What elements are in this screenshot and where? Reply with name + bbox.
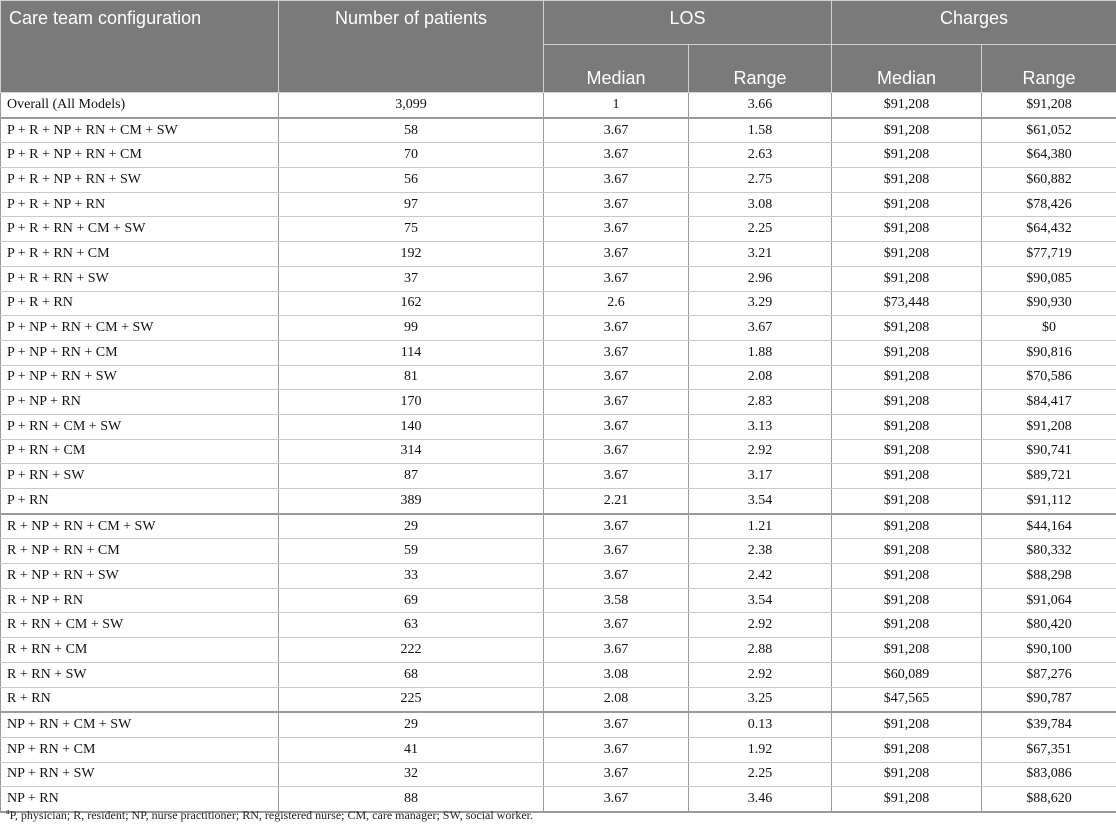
cell-config: P + NP + RN + CM (1, 340, 279, 365)
cell-charges-range: $78,426 (982, 192, 1116, 217)
cell-los-range: 1.92 (689, 737, 832, 762)
cell-patients: 3,099 (279, 93, 544, 118)
cell-los-median: 3.67 (544, 613, 689, 638)
cell-charges-median: $91,208 (832, 316, 982, 341)
cell-config: P + R + NP + RN (1, 192, 279, 217)
cell-charges-median: $91,208 (832, 242, 982, 267)
cell-config: NP + RN + CM (1, 737, 279, 762)
cell-charges-range: $90,741 (982, 439, 1116, 464)
cell-patients: 37 (279, 266, 544, 291)
cell-patients: 87 (279, 464, 544, 489)
cell-charges-median: $91,208 (832, 168, 982, 193)
cell-charges-range: $91,064 (982, 588, 1116, 613)
cell-charges-median: $91,208 (832, 787, 982, 812)
cell-los-median: 3.67 (544, 192, 689, 217)
cell-charges-median: $91,208 (832, 340, 982, 365)
cell-los-median: 3.67 (544, 414, 689, 439)
cell-charges-range: $90,100 (982, 638, 1116, 663)
cell-patients: 58 (279, 118, 544, 143)
cell-charges-range: $44,164 (982, 514, 1116, 539)
cell-patients: 29 (279, 712, 544, 737)
cell-charges-range: $80,332 (982, 539, 1116, 564)
cell-los-median: 3.67 (544, 464, 689, 489)
cell-los-median: 3.67 (544, 514, 689, 539)
footnote-marker: a (6, 807, 10, 816)
cell-los-range: 2.63 (689, 143, 832, 168)
cell-los-median: 1 (544, 93, 689, 118)
cell-patients: 97 (279, 192, 544, 217)
cell-config: R + NP + RN + SW (1, 564, 279, 589)
cell-patients: 29 (279, 514, 544, 539)
cell-patients: 114 (279, 340, 544, 365)
cell-los-range: 1.88 (689, 340, 832, 365)
header-charges-median: Median (832, 45, 982, 93)
cell-los-median: 3.67 (544, 737, 689, 762)
cell-los-range: 3.21 (689, 242, 832, 267)
cell-los-range: 3.08 (689, 192, 832, 217)
cell-charges-median: $91,208 (832, 539, 982, 564)
cell-patients: 70 (279, 143, 544, 168)
cell-patients: 63 (279, 613, 544, 638)
cell-patients: 222 (279, 638, 544, 663)
cell-config: P + RN (1, 489, 279, 514)
cell-charges-median: $91,208 (832, 192, 982, 217)
cell-los-median: 3.67 (544, 143, 689, 168)
cell-config: R + NP + RN + CM (1, 539, 279, 564)
cell-los-median: 3.67 (544, 390, 689, 415)
table-row (1, 687, 1116, 712)
cell-charges-range: $64,432 (982, 217, 1116, 242)
cell-los-median: 3.67 (544, 787, 689, 812)
cell-los-median: 3.67 (544, 217, 689, 242)
cell-charges-median: $91,208 (832, 737, 982, 762)
cell-charges-range: $90,787 (982, 687, 1116, 712)
cell-patients: 33 (279, 564, 544, 589)
cell-charges-median: $91,208 (832, 266, 982, 291)
cell-patients: 225 (279, 687, 544, 712)
cell-config: P + NP + RN + SW (1, 365, 279, 390)
cell-los-median: 3.58 (544, 588, 689, 613)
cell-patients: 314 (279, 439, 544, 464)
cell-patients: 75 (279, 217, 544, 242)
cell-los-median: 3.67 (544, 712, 689, 737)
table-row (1, 390, 1116, 415)
cell-charges-range: $0 (982, 316, 1116, 341)
table-row (1, 464, 1116, 489)
cell-charges-median: $91,208 (832, 564, 982, 589)
cell-los-median: 3.08 (544, 662, 689, 687)
cell-charges-median: $91,208 (832, 588, 982, 613)
table-row (1, 514, 1116, 539)
cell-los-median: 3.67 (544, 266, 689, 291)
cell-config: P + R + NP + RN + CM (1, 143, 279, 168)
table-row (1, 93, 1116, 118)
cell-charges-median: $91,208 (832, 638, 982, 663)
cell-config: P + RN + CM + SW (1, 414, 279, 439)
cell-los-range: 2.75 (689, 168, 832, 193)
table-row (1, 662, 1116, 687)
cell-config: R + RN + CM + SW (1, 613, 279, 638)
table-row (1, 118, 1116, 143)
table-row (1, 316, 1116, 341)
header-charges-range: Range (982, 45, 1116, 93)
table-footnote (6, 807, 533, 823)
cell-los-range: 3.13 (689, 414, 832, 439)
cell-charges-median: $91,208 (832, 712, 982, 737)
table-row (1, 539, 1116, 564)
cell-los-range: 3.25 (689, 687, 832, 712)
cell-patients: 389 (279, 489, 544, 514)
cell-patients: 88 (279, 787, 544, 812)
cell-config: P + RN + SW (1, 464, 279, 489)
cell-charges-median: $91,208 (832, 118, 982, 143)
cell-los-range: 3.54 (689, 489, 832, 514)
cell-config: Overall (All Models) (1, 93, 279, 118)
cell-patients: 41 (279, 737, 544, 762)
cell-charges-median: $91,208 (832, 143, 982, 168)
cell-charges-median: $91,208 (832, 464, 982, 489)
table-row (1, 192, 1116, 217)
cell-los-range: 3.17 (689, 464, 832, 489)
cell-los-median: 3.67 (544, 168, 689, 193)
cell-patients: 162 (279, 291, 544, 316)
cell-los-range: 2.92 (689, 439, 832, 464)
cell-config: P + R + NP + RN + CM + SW (1, 118, 279, 143)
table-row (1, 242, 1116, 267)
table-row (1, 588, 1116, 613)
table-row (1, 564, 1116, 589)
cell-config: NP + RN + SW (1, 762, 279, 787)
cell-los-range: 2.38 (689, 539, 832, 564)
cell-charges-range: $80,420 (982, 613, 1116, 638)
table-row (1, 340, 1116, 365)
cell-charges-range: $91,208 (982, 93, 1116, 118)
table-row (1, 762, 1116, 787)
cell-patients: 68 (279, 662, 544, 687)
cell-charges-median: $91,208 (832, 414, 982, 439)
cell-los-median: 3.67 (544, 539, 689, 564)
cell-config: NP + RN + CM + SW (1, 712, 279, 737)
cell-charges-range: $89,721 (982, 464, 1116, 489)
cell-config: R + RN + SW (1, 662, 279, 687)
cell-config: P + NP + RN (1, 390, 279, 415)
cell-los-median: 3.67 (544, 340, 689, 365)
header-los-range: Range (689, 45, 832, 93)
table-row (1, 638, 1116, 663)
cell-los-range: 3.46 (689, 787, 832, 812)
table-row (1, 613, 1116, 638)
table-row (1, 365, 1116, 390)
cell-config: NP + RN (1, 787, 279, 812)
cell-charges-range: $90,085 (982, 266, 1116, 291)
cell-los-median: 3.67 (544, 242, 689, 267)
cell-config: P + NP + RN + CM + SW (1, 316, 279, 341)
cell-los-range: 3.29 (689, 291, 832, 316)
cell-los-median: 2.08 (544, 687, 689, 712)
cell-charges-range: $88,298 (982, 564, 1116, 589)
cell-charges-range: $83,086 (982, 762, 1116, 787)
cell-charges-range: $77,719 (982, 242, 1116, 267)
table-header (1, 1, 1116, 93)
cell-config: P + R + RN (1, 291, 279, 316)
cell-charges-median: $91,208 (832, 365, 982, 390)
cell-los-range: 2.25 (689, 217, 832, 242)
cell-config: P + R + RN + CM + SW (1, 217, 279, 242)
cell-charges-range: $67,351 (982, 737, 1116, 762)
cell-charges-median: $91,208 (832, 489, 982, 514)
cell-config: R + NP + RN + CM + SW (1, 514, 279, 539)
cell-los-median: 3.67 (544, 638, 689, 663)
cell-charges-range: $60,882 (982, 168, 1116, 193)
cell-los-range: 2.96 (689, 266, 832, 291)
cell-patients: 140 (279, 414, 544, 439)
table-row (1, 168, 1116, 193)
cell-charges-median: $60,089 (832, 662, 982, 687)
footnote-text: P, physician; R, resident; NP, nurse practitioner; RN, registered nurse; CM, care manager; SW, social worker. (9, 808, 534, 822)
cell-charges-median: $73,448 (832, 291, 982, 316)
cell-patients: 56 (279, 168, 544, 193)
cell-config: P + R + NP + RN + SW (1, 168, 279, 193)
cell-patients: 81 (279, 365, 544, 390)
header-los-median: Median (544, 45, 689, 93)
cell-patients: 59 (279, 539, 544, 564)
cell-los-median: 3.67 (544, 564, 689, 589)
cell-los-median: 3.67 (544, 365, 689, 390)
table-row (1, 737, 1116, 762)
cell-charges-median: $91,208 (832, 93, 982, 118)
table-row (1, 143, 1116, 168)
cell-los-range: 2.08 (689, 365, 832, 390)
cell-charges-median: $91,208 (832, 762, 982, 787)
cell-los-range: 2.25 (689, 762, 832, 787)
cell-los-range: 2.83 (689, 390, 832, 415)
table-body (1, 93, 1116, 812)
cell-patients: 69 (279, 588, 544, 613)
header-number-of-patients: Number of patients (279, 1, 544, 93)
cell-los-range: 3.66 (689, 93, 832, 118)
table-row (1, 266, 1116, 291)
cell-charges-range: $70,586 (982, 365, 1116, 390)
table-row (1, 414, 1116, 439)
cell-los-median: 3.67 (544, 118, 689, 143)
cell-patients: 170 (279, 390, 544, 415)
header-charges: Charges (832, 1, 1116, 45)
cell-charges-median: $91,208 (832, 217, 982, 242)
cell-charges-range: $90,816 (982, 340, 1116, 365)
cell-charges-range: $84,417 (982, 390, 1116, 415)
cell-los-median: 3.67 (544, 762, 689, 787)
cell-charges-range: $87,276 (982, 662, 1116, 687)
table-row (1, 712, 1116, 737)
cell-config: R + RN + CM (1, 638, 279, 663)
cell-charges-range: $90,930 (982, 291, 1116, 316)
cell-charges-range: $91,208 (982, 414, 1116, 439)
cell-los-range: 0.13 (689, 712, 832, 737)
cell-config: P + R + RN + SW (1, 266, 279, 291)
cell-charges-range: $61,052 (982, 118, 1116, 143)
cell-los-range: 1.21 (689, 514, 832, 539)
cell-charges-median: $91,208 (832, 514, 982, 539)
cell-config: P + R + RN + CM (1, 242, 279, 267)
cell-los-range: 2.42 (689, 564, 832, 589)
header-care-team-configuration: Care team configuration (1, 1, 279, 93)
cell-los-median: 2.6 (544, 291, 689, 316)
cell-los-range: 2.92 (689, 613, 832, 638)
header-los: LOS (544, 1, 832, 45)
cell-config: P + RN + CM (1, 439, 279, 464)
cell-config: R + RN (1, 687, 279, 712)
cell-los-range: 3.54 (689, 588, 832, 613)
cell-charges-median: $91,208 (832, 390, 982, 415)
cell-patients: 192 (279, 242, 544, 267)
table-row (1, 291, 1116, 316)
cell-charges-range: $64,380 (982, 143, 1116, 168)
table-row (1, 439, 1116, 464)
cell-los-median: 3.67 (544, 316, 689, 341)
cell-los-range: 2.88 (689, 638, 832, 663)
table-row (1, 489, 1116, 514)
cell-patients: 99 (279, 316, 544, 341)
cell-config: R + NP + RN (1, 588, 279, 613)
cell-los-median: 3.67 (544, 439, 689, 464)
cell-charges-range: $88,620 (982, 787, 1116, 812)
cell-charges-range: $91,112 (982, 489, 1116, 514)
cell-charges-median: $91,208 (832, 613, 982, 638)
cell-charges-median: $47,565 (832, 687, 982, 712)
cell-charges-range: $39,784 (982, 712, 1116, 737)
cell-patients: 32 (279, 762, 544, 787)
cell-los-range: 2.92 (689, 662, 832, 687)
table-row (1, 217, 1116, 242)
cell-los-range: 1.58 (689, 118, 832, 143)
cell-charges-median: $91,208 (832, 439, 982, 464)
cell-los-median: 2.21 (544, 489, 689, 514)
cell-los-range: 3.67 (689, 316, 832, 341)
